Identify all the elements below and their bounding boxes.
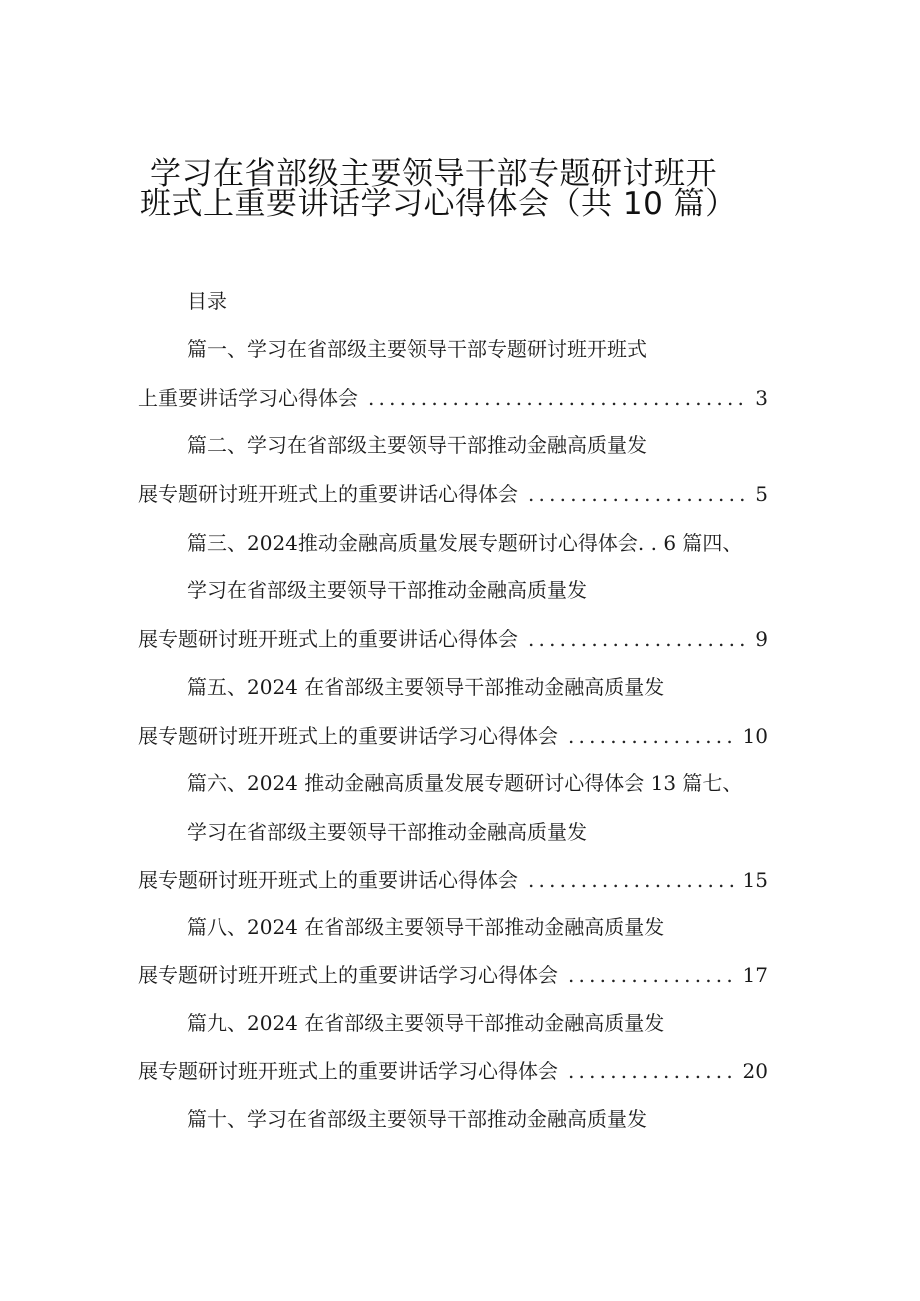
toc-page-number: 17 bbox=[742, 963, 768, 987]
toc-entry[interactable] bbox=[138, 384, 768, 412]
toc-line: 篇一、学习在省部级主要领导干部专题研讨班开班式 bbox=[187, 337, 647, 361]
toc-line: 篇九、2024 在省部级主要领导干部推动金融高质量发 bbox=[187, 1011, 665, 1035]
toc-entry[interactable] bbox=[138, 866, 768, 894]
document-title-line-1: 学习在省部级主要领导干部专题研讨班开 bbox=[150, 156, 717, 192]
toc-entry[interactable] bbox=[138, 480, 768, 508]
toc-leader-dots bbox=[528, 625, 747, 653]
toc-entry-title: 展专题研讨班开班式上的重要讲话心得体会 bbox=[138, 482, 518, 506]
toc-entry-title: 展专题研讨班开班式上的重要讲话心得体会 bbox=[138, 868, 518, 892]
toc-line: 篇二、学习在省部级主要领导干部推动金融高质量发 bbox=[187, 433, 647, 457]
toc-leader-dots bbox=[528, 866, 735, 894]
toc-heading: 目录 bbox=[187, 289, 227, 313]
toc-leader-dots bbox=[368, 384, 747, 412]
toc-line[interactable]: 篇六、2024 推动金融高质量发展专题研讨心得体会 13 篇七、 bbox=[187, 771, 743, 795]
toc-entry[interactable] bbox=[138, 625, 768, 653]
toc-entry-title: 展专题研讨班开班式上的重要讲话学习心得体会 bbox=[138, 963, 558, 987]
toc-page-number: 15 bbox=[742, 868, 768, 892]
toc-entry-title: 上重要讲话学习心得体会 bbox=[138, 386, 358, 410]
toc-entry[interactable] bbox=[138, 961, 768, 989]
toc-leader-dots bbox=[568, 961, 735, 989]
toc-page-number: 3 bbox=[755, 386, 768, 410]
toc-page-number: 5 bbox=[755, 482, 768, 506]
toc-leader-dots bbox=[568, 722, 735, 750]
toc-line: 学习在省部级主要领导干部推动金融高质量发 bbox=[187, 820, 587, 844]
toc-entry-title: 展专题研讨班开班式上的重要讲话心得体会 bbox=[138, 627, 518, 651]
toc-line: 篇五、2024 在省部级主要领导干部推动金融高质量发 bbox=[187, 675, 665, 699]
document-title-line-2: 班式上重要讲话学习心得体会（共 10 篇） bbox=[140, 186, 737, 222]
toc-line[interactable]: 篇三、2024推动金融高质量发展专题研讨心得体会. . 6 篇四、 bbox=[187, 531, 743, 555]
toc-leader-dots bbox=[568, 1057, 735, 1085]
toc-line[interactable]: 篇十、学习在省部级主要领导干部推动金融高质量发 bbox=[187, 1107, 647, 1131]
toc-entry-title: 展专题研讨班开班式上的重要讲话学习心得体会 bbox=[138, 1059, 558, 1083]
toc-entry-title: 展专题研讨班开班式上的重要讲话学习心得体会 bbox=[138, 724, 558, 748]
toc-line: 学习在省部级主要领导干部推动金融高质量发 bbox=[187, 578, 587, 602]
toc-leader-dots bbox=[528, 480, 747, 508]
toc-page-number: 20 bbox=[742, 1059, 768, 1083]
toc-page-number: 9 bbox=[755, 627, 768, 651]
toc-page-number: 10 bbox=[742, 724, 768, 748]
toc-line: 篇八、2024 在省部级主要领导干部推动金融高质量发 bbox=[187, 915, 665, 939]
toc-entry[interactable] bbox=[138, 722, 768, 750]
toc-entry[interactable] bbox=[138, 1057, 768, 1085]
